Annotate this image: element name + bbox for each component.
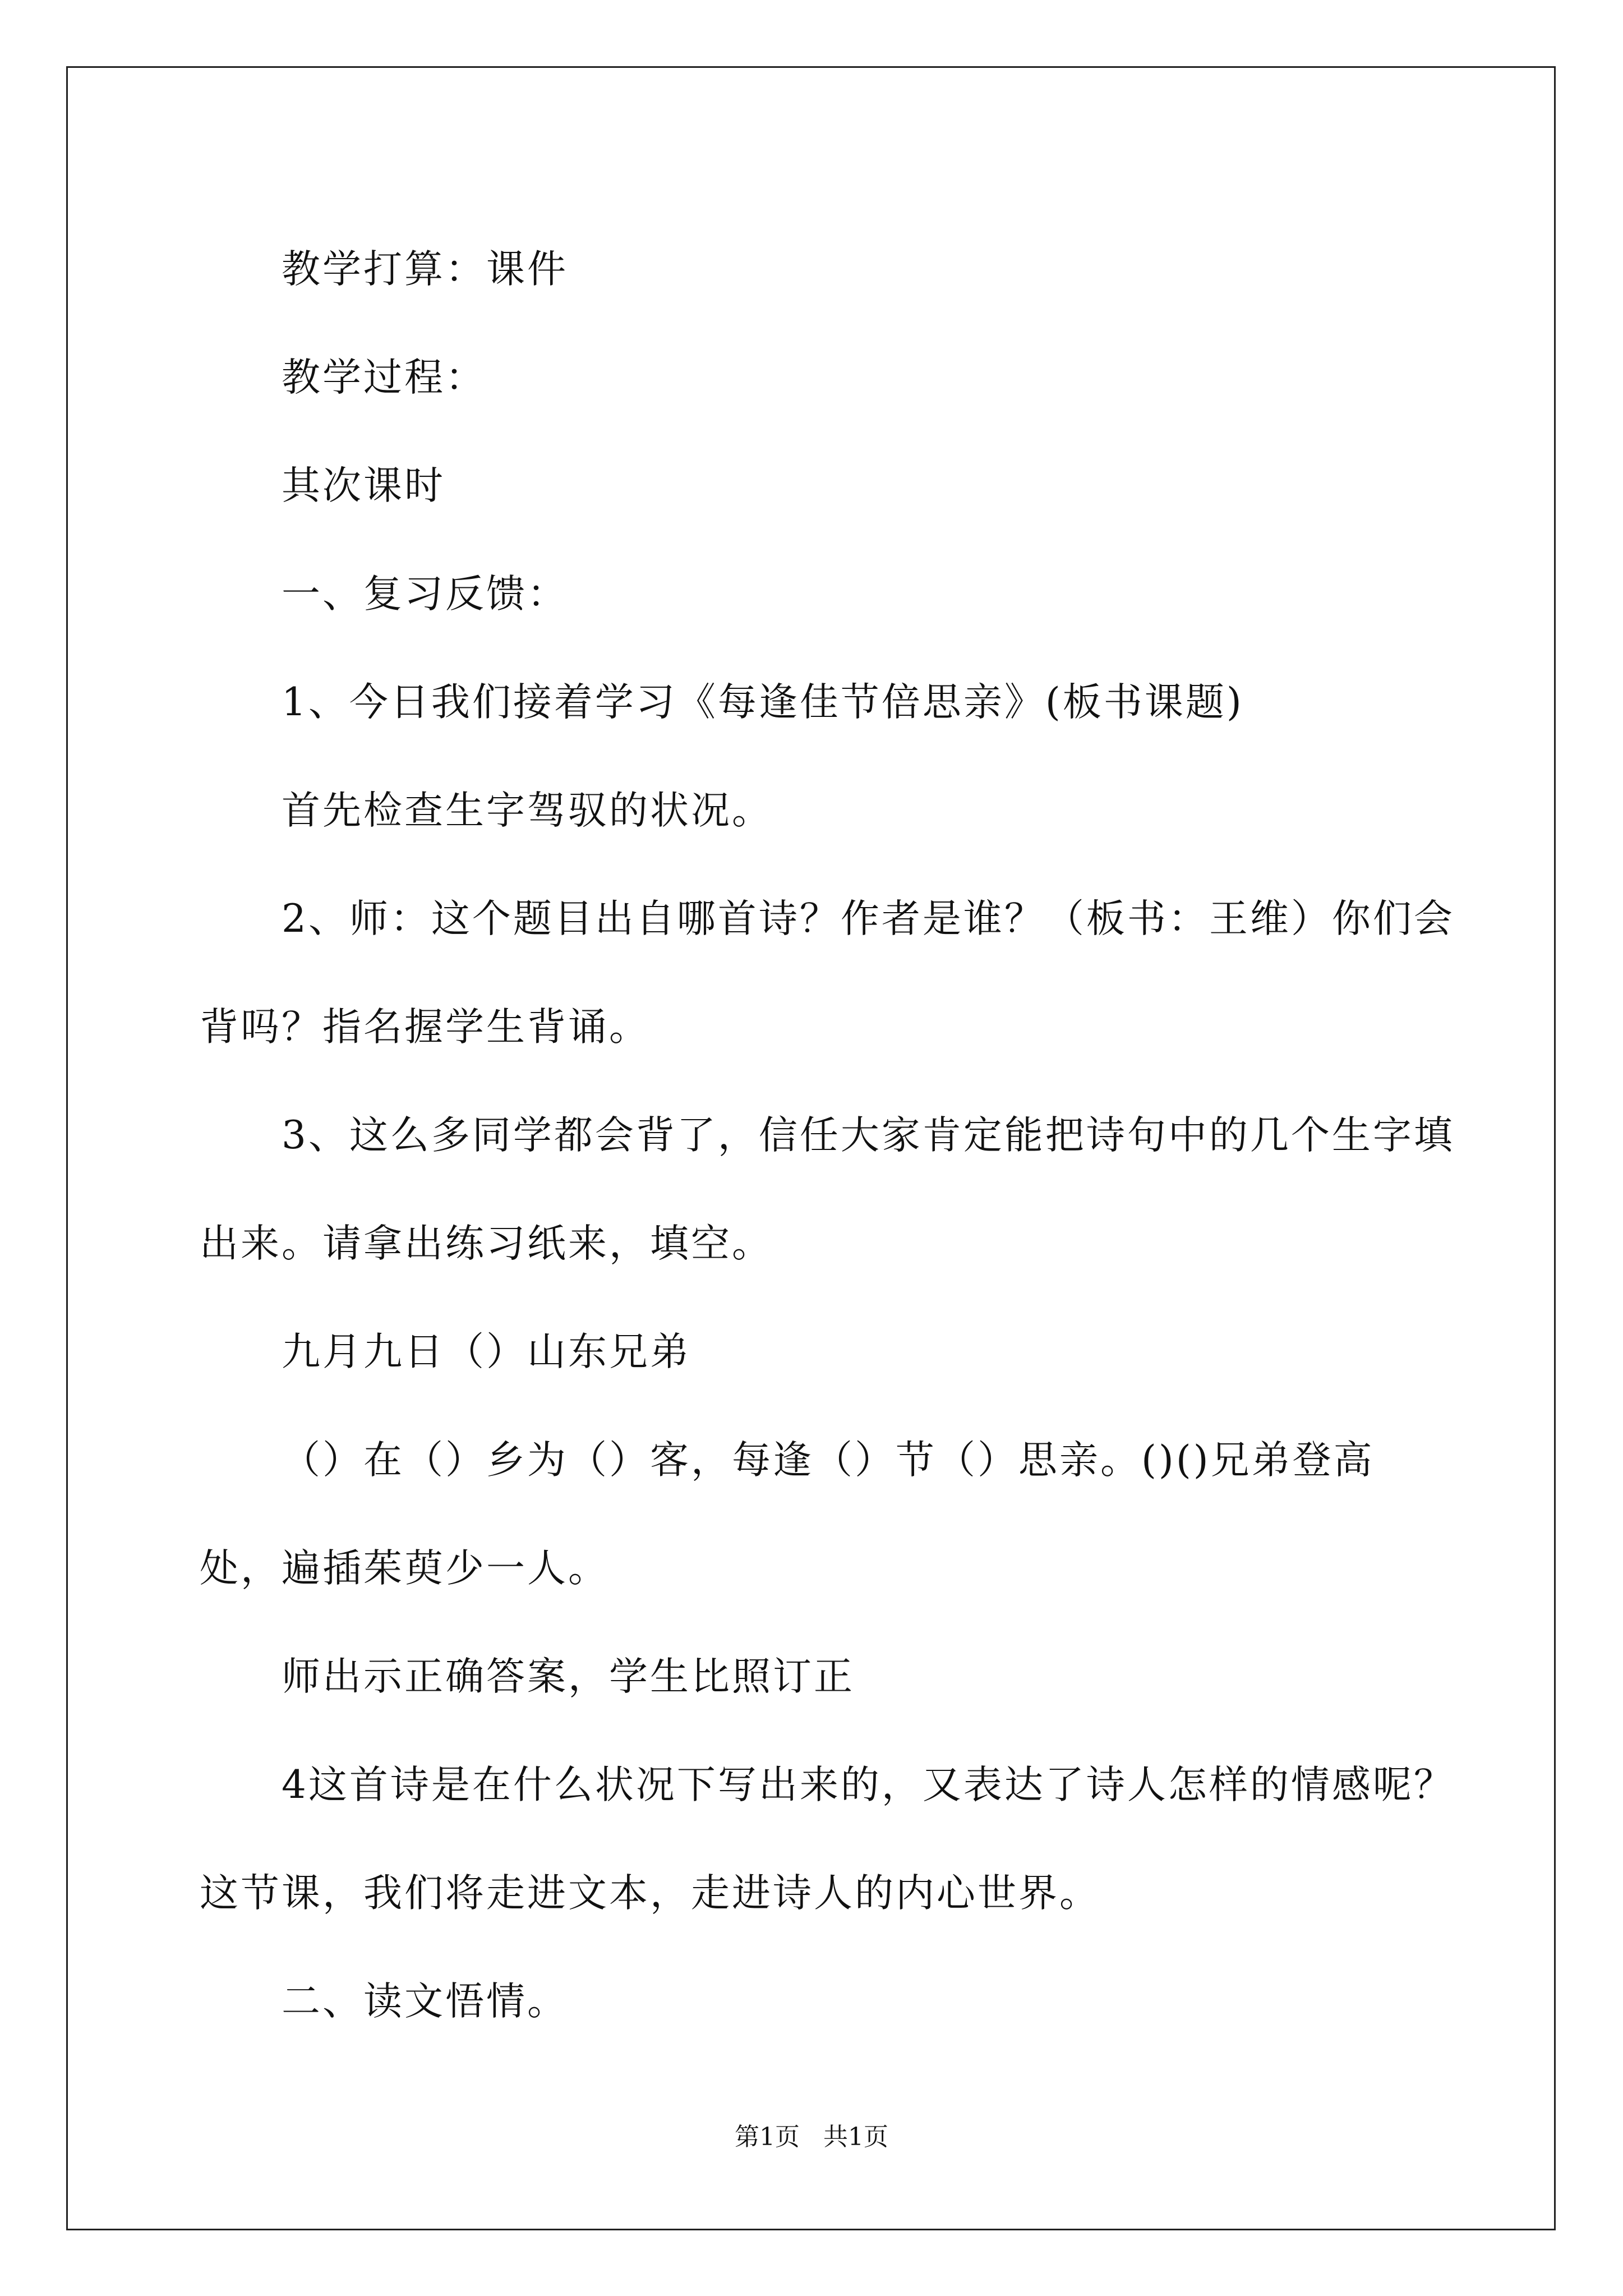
text-line: 师出示正确答案，学生比照订正 [282,1654,855,1699]
section-heading: 一、复习反馈： [282,572,568,616]
text-line: 这节课，我们将走进文本，走进诗人的内心世界。 [200,1871,1100,1916]
text-line: 其次课时 [282,463,445,508]
text-line: 4这首诗是在什么状况下写出来的，又表达了诗人怎样的情感呢？ [282,1763,1455,1807]
text-line: 3、这么多同学都会背了，信任大家肯定能把诗句中的几个生字填 [282,1113,1455,1158]
text-line: 2、师：这个题目出自哪首诗？作者是谁？（板书：王维）你们会 [282,896,1455,941]
document-body [200,215,1456,2056]
page-number: 第1页 [735,2123,800,2151]
section-heading: 二、读文悟情。 [282,1979,568,2024]
text-line: 首先检查生字驾驭的状况。 [282,788,773,833]
text-line: 1、今日我们接着学习《每逢佳节倍思亲》(板书课题) [282,680,1244,725]
text-line: 教学过程： [282,355,486,400]
page-footer [0,2120,1623,2154]
poem-title: 九月九日（）山东兄弟 [282,1329,691,1374]
page-total: 共1页 [823,2123,888,2151]
poem-line: （）在（）乡为（）客，每逢（）节（）思亲。()()兄弟登高 [282,1438,1375,1483]
poem-line: 处，遍插茱萸少一人。 [200,1546,609,1591]
text-line: 出来。请拿出练习纸来，填空。 [200,1221,773,1266]
text-line: 背吗？指名握学生背诵。 [200,1005,650,1050]
text-line: 教学打算：课件 [282,247,568,292]
